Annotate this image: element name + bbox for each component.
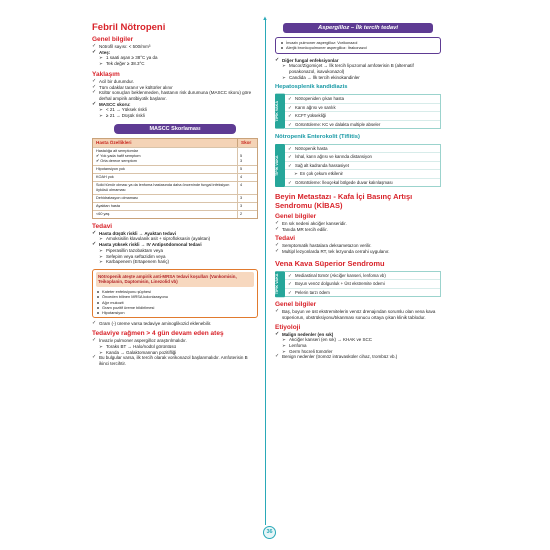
list-item: ✓ Acil bir durumdur. [92, 79, 258, 85]
list-item: ✓ Malign nedenler (en sık) [275, 332, 441, 338]
tipik-vaka-list [285, 144, 441, 187]
tipik-vaka-block [275, 144, 441, 187]
subsection-title: Genel bilgiler [275, 301, 317, 309]
list-item: ✓ Görüntüleme: KC ve dalakta multiple abseler [285, 121, 440, 128]
list-item: ✓ Karın ağrısı ve sarılık [285, 104, 440, 112]
table-cell: 4 [237, 174, 257, 181]
subsection-title: Tedaviye rağmen > 4 gün devam eden ateş [92, 330, 224, 338]
list-item: ➢ Sefepim veya seftazidim veya [92, 254, 258, 260]
subsection-title: Genel bilgiler [92, 36, 134, 43]
table-cell: Hipotansiyon yok [96, 166, 125, 171]
table-cell: Dehidratasyon olmaması [96, 195, 138, 200]
list-item: ✓ MASCC skoru: [92, 102, 258, 108]
list-item: ➢ Germ hücreli tümörler [275, 349, 441, 355]
table-cell: Ayaktan hasta [96, 203, 120, 208]
section-title: Beyin Metastazı - Kafa İçi Basınç Artışı Sendromu (KİBAS) [275, 192, 413, 211]
list-item: Kateter enfeksiyonu şüphesi [96, 289, 254, 294]
list-item: ✓ Diğer fungal enfeksiyonlar [275, 58, 441, 64]
ten-list [92, 338, 258, 367]
tipik-vaka-block [275, 94, 441, 129]
table-row [93, 210, 257, 218]
list-item: Hipotansiyon [96, 310, 254, 315]
list-item: ✓ Benign nedenler (tromöz intravasküler cihaz, trombüz vb.) [275, 354, 441, 360]
list-item: ✓ İshal, karın ağrısı ve karında distansiyon [285, 153, 440, 161]
list-item: ✓ Görüntüleme: İleoçekal bölgede duvar kalınlaşması [285, 179, 440, 186]
aspergilloz-header: Aspergilloz – İlk tercih tedavi [283, 23, 433, 33]
table-cell: 3 [237, 203, 257, 210]
mascc-title: MASCC Skorlaması [114, 124, 236, 134]
tipik-vaka-tag: TİPİK VAKA [275, 271, 285, 297]
table-row [93, 173, 257, 181]
note-list [96, 289, 254, 315]
list-item: ✓ Baş, boyun ve üst ekstremitelerin venöz drenajından sorumlu olan vena kava süperiorun, obstrüksiyonu/tıkanması sonucu ortaya çıkan klinik tablodur. [275, 309, 441, 320]
subsection-title: Yaklaşım [92, 70, 120, 78]
list-item: ✓ Nötropeniden çıkan hasta [285, 95, 440, 103]
subsection-title: Hepatosplenik kandidiazis [275, 84, 348, 91]
tedavi-list [92, 231, 258, 265]
list-item: ✓ Kültür sonuçları beklenmeden, hastanın risk durumuna (MASCC skoru) göre derhal ampirik antibiyotik başlanır. [92, 90, 258, 101]
table-body [93, 147, 257, 218]
list-item: ➢ ≥ 21 → Düşük riskli [92, 113, 258, 119]
subsection-title: Nötropenik Enterokolit (Tiflitis) [275, 134, 360, 141]
list-item: ✓ Boyun venöz dolgunluk + Üst ekstremite ödemi [285, 280, 440, 288]
table-cell: 5 3 [237, 148, 257, 165]
list-item: ➢ Piperasillin tazobaktam veya [92, 248, 258, 254]
table-cell: Hastalığa ait semptomlar ✔ Yok yada hafif semptom ✔ Orta derece semptom [96, 148, 141, 163]
list-item: ➢ Lenfoma [275, 343, 441, 349]
table-row [93, 147, 257, 165]
column-header: Skor [237, 139, 257, 147]
list-item: ➢ En çok çekum etkilenir [285, 170, 440, 178]
section-title: Vena Kava Süperior Sendromu [275, 258, 385, 268]
column-divider [265, 20, 266, 525]
left-column [92, 22, 258, 367]
table-cell: 2 [237, 211, 257, 218]
table-cell: 4 [237, 182, 257, 194]
list-item: ➢ Kanda → Galaktomannan pozitifliği [92, 350, 258, 356]
list-item: Gram pozitif üreme bildirilmesi [96, 305, 254, 310]
section-title: Febril Nötropeni [92, 22, 166, 33]
list-item: ✓ Bu bulgular varsa, ilk tercih olarak vorikonazol başlanmalıdır. Amfoterisin B ikinci tercihtir. [92, 355, 258, 366]
vka-genel-list [275, 309, 441, 320]
list-item: ➢ Mucor/Zigomiçet → İlk tercih lipozomal amfoterisin B (alternatif posakonazol, isavukonazol) [275, 63, 441, 74]
arrow-icon: ▲ [262, 16, 268, 22]
tipik-vaka-block [275, 271, 441, 297]
list-item: İnvaziv pulmoner aspergilloz: Vorikonazol [280, 40, 436, 45]
subsection-title: Genel bilgiler [275, 213, 317, 221]
yaklasim-list [92, 79, 258, 119]
tipik-vaka-list [285, 271, 441, 297]
subsection-title: Etiyoloji [275, 323, 301, 331]
list-item: ➢ Akciğer kanseri (en sık) → KHAK ve SCC [275, 337, 441, 343]
list-item: ✓ Hasta yüksek riskli → IV Antipsödomonal tedavi [92, 242, 258, 248]
tipik-vaka-tag: TİPİK VAKA [275, 144, 285, 187]
list-item: ➢ Tek değer ≥ 38.3°C [92, 61, 258, 67]
list-item: ➢ Toraks BT → Halo/nodül görüntüsü [92, 344, 258, 350]
mrsa-note-box [92, 269, 258, 318]
table-cell: <60 yaş [96, 211, 110, 216]
genel-list [92, 44, 258, 67]
list-item: ✓ Hasta düşük riskli → Ayaktan tedavi [92, 231, 258, 237]
list-item: ➢ Karbapenem (Ertapenem hariç) [92, 259, 258, 265]
table-header [93, 139, 257, 147]
right-column [275, 23, 441, 360]
list-item: ✓ Tanıda MR tercih edilir. [275, 227, 441, 233]
list-item: ✓ Tüm odaklar taranır ve kültürler alınır [92, 85, 258, 91]
beyin-tedavi-list [275, 243, 441, 254]
subsection-title: Tedavi [92, 222, 113, 230]
list-item: ➢ Amoksisilin klavulanik asit + siprofloksasin (ayaktan) [92, 236, 258, 242]
etiyoloji-list [275, 332, 441, 361]
table-row [93, 165, 257, 173]
table-row [93, 181, 257, 194]
table-cell: KOAH yok [96, 174, 114, 179]
tipik-vaka-tag: TİPİK VAKA [275, 94, 285, 129]
list-item: ➢ 1 saati aşan ≥ 38°C ya da [92, 55, 258, 61]
diger-list [275, 58, 441, 81]
mascc-table [92, 138, 258, 219]
list-item: ✓ En sık nedeni akciğer kanseridir. [275, 221, 441, 227]
list-item: ✓ Ateş: [92, 50, 258, 56]
list-item: ✓ İnvaziv pulmoner aspergilloz araştırılmalıdır. [92, 338, 258, 344]
column-header: Hasta Özellikleri [96, 139, 132, 145]
aspergilloz-list [280, 40, 436, 51]
subsection-title: Tedavi [275, 235, 296, 243]
list-item: ✓ Sağ alt kadranda hassasiyet [285, 162, 440, 170]
list-item: ➢ Candida → İlk tercih ekinokandinler [275, 75, 441, 81]
list-item: Önceden bilinen MRSA kolonizasyonu [96, 294, 254, 299]
note-title: Nötropenik ateşte ampirik anti-MRSA tedavi koşulları (Vankomisin, Teikoplanin, Daptomisin, Linezolid vb) [96, 272, 254, 287]
gram-note: ✓ Gram (-) üreme varsa tedaviye aminoglikozid eklenebilir. [92, 321, 258, 327]
list-item: Ağır mukozit [96, 300, 254, 305]
list-item: ✓ Nötrofil sayısı: < 500/mm³ [92, 44, 258, 50]
list-item: ✓ Mediastinal tümör (Akciğer kanseri, lenfoma vb) [285, 272, 440, 280]
table-cell: Solid tümör olması ya da lenfoma hastasında daha önceninde fungal infeksiyon öyküsü olmaması [96, 182, 230, 192]
list-item: ➢ < 21 → Yüksek riskli [92, 107, 258, 113]
aspergilloz-box [275, 37, 441, 54]
list-item: ✓ Pelerin tarzı ödem [285, 289, 440, 296]
table-row [93, 202, 257, 210]
list-item: ✓ Semptomatik hastalara deksametazon verilir. [275, 243, 441, 249]
table-cell: 5 [237, 166, 257, 173]
table-cell: 3 [237, 195, 257, 202]
tipik-vaka-list [285, 94, 441, 129]
table-row [93, 194, 257, 202]
page-number: 36 [263, 526, 276, 539]
list-item: ✓ KCFT yüksekliği [285, 112, 440, 120]
beyin-genel-list [275, 221, 441, 232]
list-item: ✓ Nötropenik hasta [285, 145, 440, 153]
list-item: Alerjik bronkopulmoner aspergilloz: İtrakonazol [280, 45, 436, 50]
list-item: ✓ Multipl lezyonlarda RT, tek lezyonda cerrahi uygulanır. [275, 249, 441, 255]
